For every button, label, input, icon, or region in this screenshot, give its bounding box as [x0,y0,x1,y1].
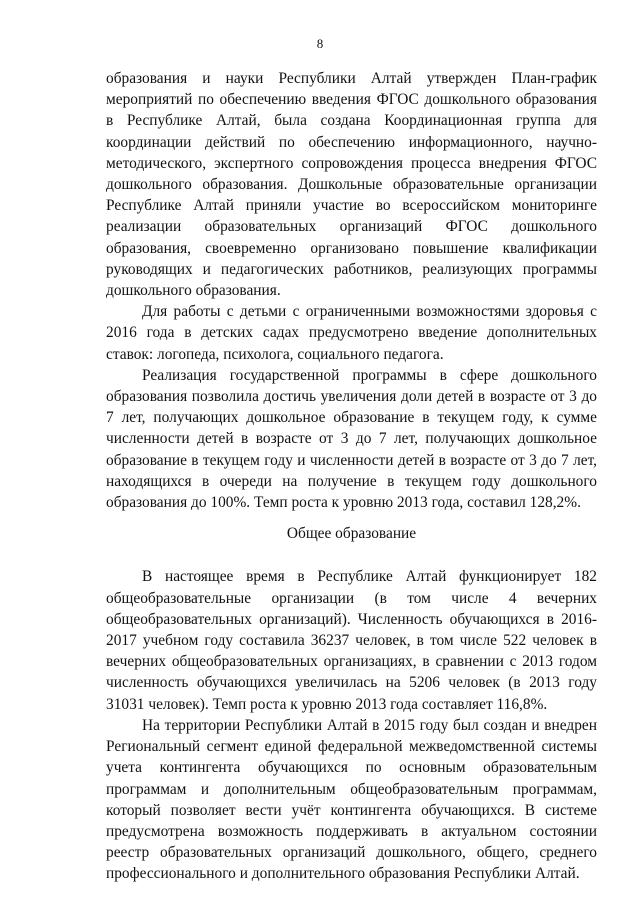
paragraph-contingent-system: На территории Республики Алтай в 2015 году был создан и внедрен Региональный сегмент единой федеральной межведомственной системы учета контингента обучающихся по основным образовательным программам и дополнительным общеобразовательным программам, который позволяет вести учёт контингента обучающихся. В системе предусмотрена возможность поддерживать в актуальном состоянии реестр образовательных организаций дошкольного, общего, среднего профессионального и дополнительного образования Республики Алтай. [106,716,597,883]
section-heading: Общее образование [286,525,417,543]
paragraph-general-education: В настоящее время в Республике Алтай функционирует 182 общеобразовательные организации (в том числе 4 вечерних общеобразовательных организаций). Численность обучающихся в 2016-2017 учебном году составила 36237 человек, в том числе 522 человек в вечерних общеобразовательных организациях, в сравнении с 2013 годом численность обучающихся увеличилась на 5206 человек (в 2013 году 31031 человек). Темп роста к уровню 2013 года составляет 116,8%. [106,568,597,713]
paragraph-disabilities: Для работы с детьми с ограниченными возможностями здоровья с 2016 года в детских садах предусмотрено введение дополнительных ставок: логопеда, психолога, социального педагога. [106,303,597,363]
paragraph-state-program: Реализация государственной программы в сфере дошкольного образования позволила достичь увеличения доли детей в возрасте от 3 до 7 лет, получающих дошкольное образование в текущем году, к сумме численности детей в возрасте от 3 до 7 лет, получающих дошкольное образование в текущем году и численности детей в возрасте от 3 до 7 лет, находящихся в очереди на получение в текущем году дошкольного образования до 100%. Темп роста к уровню 2013 года, составил 128,2%. [106,366,597,512]
page-number: 8 [316,36,324,51]
paragraph-continuation: образования и науки Республики Алтай утвержден План-график мероприятий по обеспечению введения ФГОС дошкольного образования в Республике Алтай, была создана Координационная группа для координации действий по обеспечению информационного, научно-методического, экспертного сопровождения процесса внедрения ФГОС дошкольного образования. Дошкольные образовательные организации Республике Алтай приняли участие во всероссийском мониторинге реализации образовательных организаций ФГОС дошкольного образования, своевременно организовано повышение квалификации руководящих и педагогических работников, реализующих программы дошкольного образования. [106,70,597,300]
document-body [106,68,597,885]
